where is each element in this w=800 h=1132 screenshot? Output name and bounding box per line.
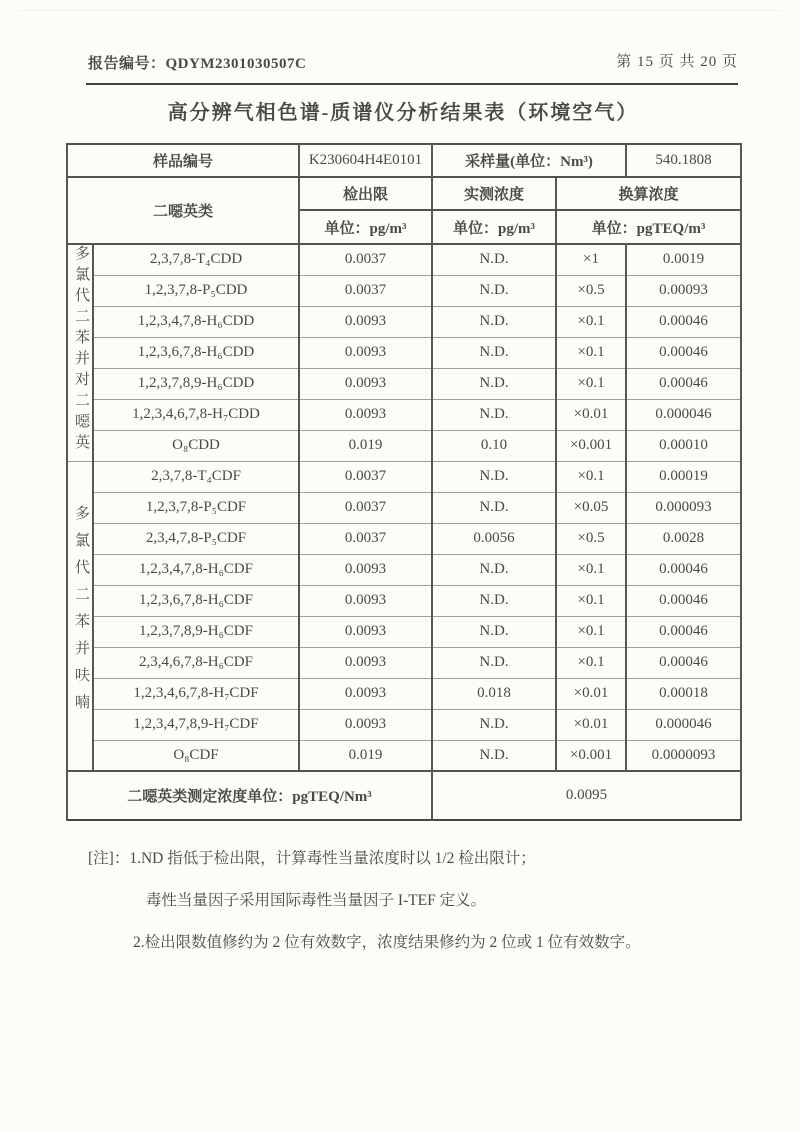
group-label-pcdf-text: 多氯代二苯并呋喃 <box>73 505 89 722</box>
table-row <box>67 430 741 461</box>
measured-value: 0.10 <box>432 430 556 461</box>
congener-name: 1,2,3,6,7,8-H₆CDD <box>93 337 299 368</box>
measured-value: N.D. <box>432 337 556 368</box>
congener-name: 2,3,4,7,8-P₅CDF <box>93 523 299 554</box>
measured-value: N.D. <box>432 740 556 771</box>
tef-factor: ×0.1 <box>556 647 626 678</box>
converted-value: 0.00046 <box>626 368 741 399</box>
congener-name: 1,2,3,6,7,8-H₆CDF <box>93 585 299 616</box>
congener-name: 1,2,3,7,8,9-H₆CDF <box>93 616 299 647</box>
table-row <box>67 678 741 709</box>
congener-name: 1,2,3,4,7,8,9-H₇CDF <box>93 709 299 740</box>
table-row <box>67 306 741 337</box>
detection-limit-value: 0.0037 <box>299 461 432 492</box>
tef-factor: ×0.1 <box>556 337 626 368</box>
table-row <box>67 523 741 554</box>
converted-value: 0.00046 <box>626 585 741 616</box>
converted-value: 0.00046 <box>626 616 741 647</box>
converted-value: 0.00046 <box>626 647 741 678</box>
table-row <box>67 461 741 492</box>
converted-unit: 单位：pgTEQ/m³ <box>556 210 741 244</box>
detection-limit-value: 0.0093 <box>299 709 432 740</box>
total-teq-value: 0.0095 <box>432 771 741 820</box>
measured-value: N.D. <box>432 275 556 306</box>
measured-value: N.D. <box>432 616 556 647</box>
sample-id-value: K230604H4E0101 <box>299 144 432 177</box>
sample-info-row <box>67 144 741 177</box>
sample-id-label: 样品编号 <box>67 144 299 177</box>
page-indicator: 第 15 页 共 20 页 <box>616 54 738 70</box>
converted-value: 0.000046 <box>626 709 741 740</box>
congener-name: 1,2,3,7,8,9-H₆CDD <box>93 368 299 399</box>
tef-factor: ×0.1 <box>556 461 626 492</box>
congener-name: O₈CDF <box>93 740 299 771</box>
measured-value: N.D. <box>432 709 556 740</box>
tef-factor: ×0.1 <box>556 306 626 337</box>
page-title: 高分辨气相色谱-质谱仪分析结果表（环境空气） <box>167 102 639 124</box>
report-number: 报告编号：QDYM2301030507C <box>88 56 307 72</box>
sample-volume-value: 540.1808 <box>626 144 741 177</box>
converted-value: 0.00046 <box>626 337 741 368</box>
measured-value: N.D. <box>432 306 556 337</box>
detection-limit-value: 0.0093 <box>299 616 432 647</box>
tef-factor: ×0.05 <box>556 492 626 523</box>
congener-name: 2,3,7,8-T₄CDD <box>93 244 299 275</box>
congener-name: 1,2,3,7,8-P₅CDF <box>93 492 299 523</box>
total-teq-label: 二噁英类测定浓度单位：pgTEQ/Nm³ <box>67 771 432 820</box>
tef-factor: ×1 <box>556 244 626 275</box>
measured-value: N.D. <box>432 585 556 616</box>
tef-factor: ×0.01 <box>556 399 626 430</box>
tef-factor: ×0.001 <box>556 430 626 461</box>
congener-name: 2,3,7,8-T₄CDF <box>93 461 299 492</box>
scan-edge-artifact <box>20 10 780 11</box>
detection-limit-value: 0.0093 <box>299 554 432 585</box>
table-row <box>67 492 741 523</box>
converted-value: 0.00046 <box>626 554 741 585</box>
detection-limit-header: 检出限 <box>299 177 432 210</box>
measured-value: 0.018 <box>432 678 556 709</box>
congener-name: 1,2,3,7,8-P₅CDD <box>93 275 299 306</box>
converted-value: 0.0028 <box>626 523 741 554</box>
detection-limit-unit: 单位：pg/m³ <box>299 210 432 244</box>
group-label-pcdd <box>67 244 93 461</box>
notes-section <box>88 838 738 964</box>
congener-name: 1,2,3,4,7,8-H₆CDD <box>93 306 299 337</box>
congener-name: 1,2,3,4,6,7,8-H₇CDF <box>93 678 299 709</box>
converted-value: 0.00018 <box>626 678 741 709</box>
detection-limit-value: 0.0093 <box>299 647 432 678</box>
total-teq-row <box>67 771 741 820</box>
detection-limit-value: 0.0093 <box>299 337 432 368</box>
converted-value: 0.00019 <box>626 461 741 492</box>
table-row <box>67 616 741 647</box>
converted-value: 0.000093 <box>626 492 741 523</box>
measured-concentration-header: 实测浓度 <box>432 177 556 210</box>
converted-value: 0.00010 <box>626 430 741 461</box>
measured-value: N.D. <box>432 554 556 585</box>
sample-volume-label: 采样量(单位：Nm³) <box>432 144 626 177</box>
tef-factor: ×0.1 <box>556 616 626 647</box>
group-label-pcdd-text: 多氯代二苯并对二噁英 <box>73 245 89 456</box>
congener-name: O₈CDD <box>93 430 299 461</box>
measured-value: 0.0056 <box>432 523 556 554</box>
table-row <box>67 585 741 616</box>
tef-factor: ×0.001 <box>556 740 626 771</box>
congener-name: 2,3,4,6,7,8-H₆CDF <box>93 647 299 678</box>
group-label-pcdf <box>67 461 93 771</box>
converted-value: 0.0019 <box>626 244 741 275</box>
table-row <box>67 337 741 368</box>
detection-limit-value: 0.0093 <box>299 368 432 399</box>
table-row <box>67 399 741 430</box>
tef-factor: ×0.5 <box>556 523 626 554</box>
table-row <box>67 740 741 771</box>
results-table <box>66 143 742 821</box>
tef-factor: ×0.1 <box>556 585 626 616</box>
note-line-2: 毒性当量因子采用国际毒性当量因子 I-TEF 定义。 <box>146 892 487 909</box>
tef-factor: ×0.1 <box>556 368 626 399</box>
measured-unit: 单位：pg/m³ <box>432 210 556 244</box>
measured-value: N.D. <box>432 647 556 678</box>
measured-value: N.D. <box>432 368 556 399</box>
tef-factor: ×0.5 <box>556 275 626 306</box>
measured-value: N.D. <box>432 492 556 523</box>
detection-limit-value: 0.0093 <box>299 678 432 709</box>
measured-value: N.D. <box>432 244 556 275</box>
detection-limit-value: 0.0093 <box>299 306 432 337</box>
table-row <box>67 554 741 585</box>
converted-value: 0.00093 <box>626 275 741 306</box>
table-row <box>67 368 741 399</box>
detection-limit-value: 0.0093 <box>299 585 432 616</box>
note-line-3: 2.检出限数值修约为 2 位有效数字，浓度结果修约为 2 位或 1 位有效数字。 <box>133 934 641 951</box>
congener-name: 1,2,3,4,6,7,8-H₇CDD <box>93 399 299 430</box>
header-rule <box>86 83 738 85</box>
tef-factor: ×0.1 <box>556 554 626 585</box>
table-row <box>67 647 741 678</box>
detection-limit-value: 0.019 <box>299 740 432 771</box>
tef-factor: ×0.01 <box>556 709 626 740</box>
detection-limit-value: 0.0037 <box>299 492 432 523</box>
analyte-class-header: 二噁英类 <box>67 177 299 244</box>
measured-value: N.D. <box>432 399 556 430</box>
congener-name: 1,2,3,4,7,8-H₆CDF <box>93 554 299 585</box>
tef-factor: ×0.01 <box>556 678 626 709</box>
converted-value: 0.00046 <box>626 306 741 337</box>
detection-limit-value: 0.0037 <box>299 523 432 554</box>
detection-limit-value: 0.0037 <box>299 244 432 275</box>
converted-concentration-header: 换算浓度 <box>556 177 741 210</box>
measured-value: N.D. <box>432 461 556 492</box>
table-row <box>67 275 741 306</box>
detection-limit-value: 0.0093 <box>299 399 432 430</box>
table-row <box>67 244 741 275</box>
note-line-1: [注]：1.ND 指低于检出限，计算毒性当量浓度时以 1/2 检出限计； <box>88 850 536 867</box>
column-header-row <box>67 177 741 210</box>
detection-limit-value: 0.0037 <box>299 275 432 306</box>
converted-value: 0.0000093 <box>626 740 741 771</box>
converted-value: 0.000046 <box>626 399 741 430</box>
table-row <box>67 709 741 740</box>
detection-limit-value: 0.019 <box>299 430 432 461</box>
